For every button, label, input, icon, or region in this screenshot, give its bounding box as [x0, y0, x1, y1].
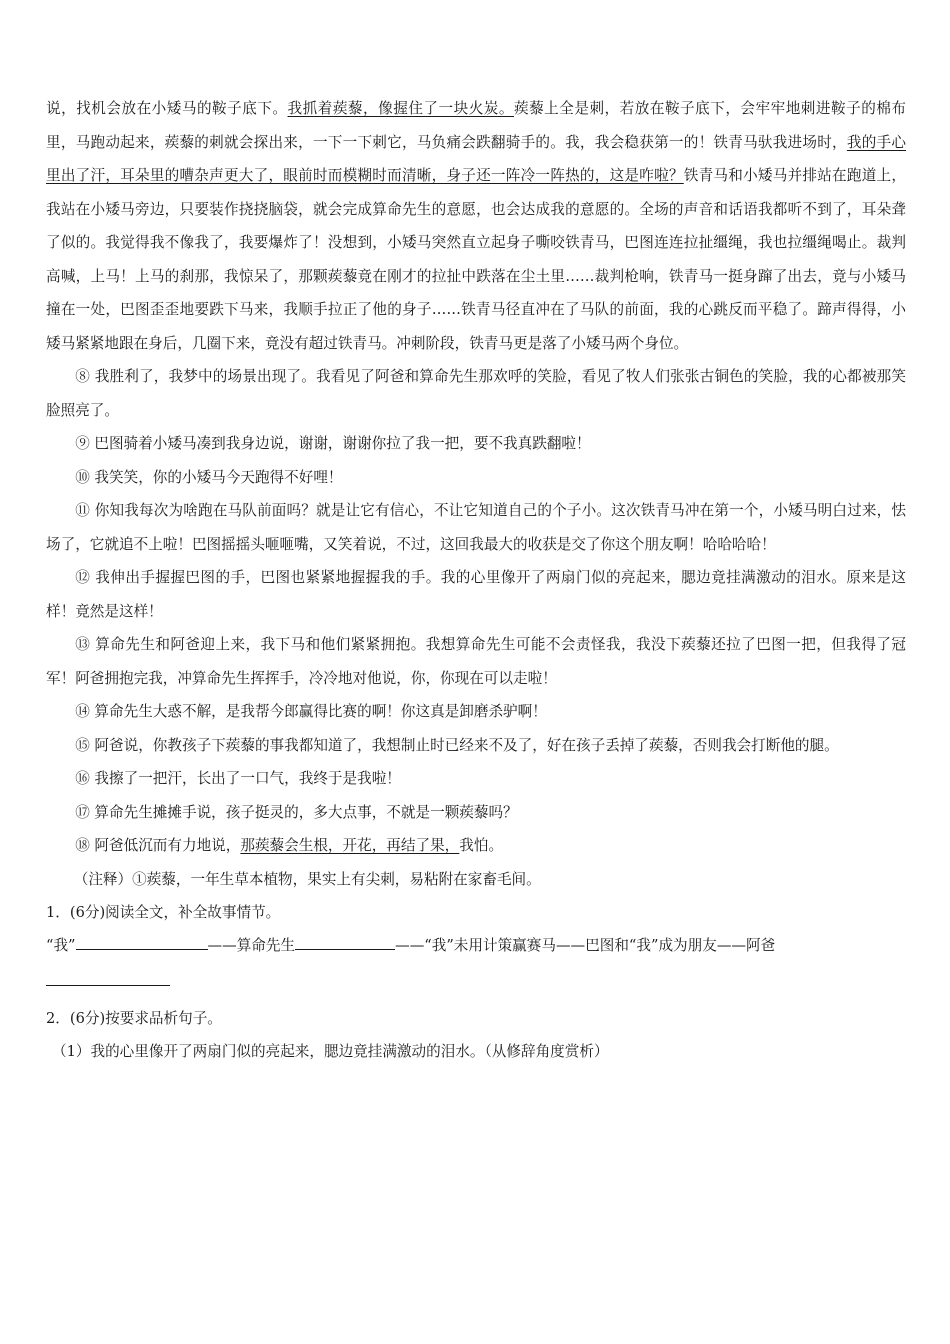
- paragraph-11: ⑪ 你知我每次为啥跑在马队前面吗？就是让它有信心，不让它知道自己的个子小。这次铁青马冲在第一个，小矮马明白过来，怯场了，它就追不上啦！巴图摇摇头咂咂嘴，又笑着说，不过，这回我最大的收获是交了你这个朋友啊！哈哈哈哈！: [46, 502, 906, 553]
- paragraph-12: ⑫ 我伸出手握握巴图的手，巴图也紧紧地握握我的手。我的心里像开了两扇门似的亮起来，腮边竟挂满激动的泪水。原来是这样！竟然是这样！: [46, 569, 906, 620]
- answer-blank-3[interactable]: [46, 970, 170, 986]
- plot-end: ——“我”未用计策赢赛马——巴图和“我”成为朋友——阿爸: [395, 937, 776, 954]
- text-run: 铁青马和小矮马并排站在跑道上，我站在小矮马旁边，只要装作挠挠脑袋，就会完成算命先生的意愿，也会达成我的意愿的。全场的声音和话语我都听不到了，耳朵聋了似的。我觉得我不像我了，我要爆炸了！没想到，小矮马突然直立起身子嘶咬铁青马，巴图连连拉扯缰绳，我也拉缰绳喝止。裁判高喊，上马！上马的刹那，我惊呆了，那颗蒺藜竟在刚才的拉扯中跌落在尘土里……裁判枪响，铁青马一挺身蹿了出去，竟与小矮马撞在一处，巴图歪歪地要跌下马来，我顺手拉正了他的身子……铁青马径直冲在了马队的前面，我的心跳反而平稳了。蹄声得得，小矮马紧紧地跟在身后，几圈下来，竟没有超过铁青马。冲刺阶段，铁青马更是落了小矮马两个身位。: [46, 167, 906, 352]
- paragraph-17: ⑰ 算命先生摊摊手说，孩子挺灵的，多大点事，不就是一颗蒺藜吗？: [75, 803, 518, 821]
- question-1-plot-line: [46, 929, 906, 962]
- answer-blank-2[interactable]: [295, 934, 395, 950]
- question-1-title: 1．(6分)阅读全文，补全故事情节。: [46, 904, 281, 921]
- plot-middle: ——算命先生: [207, 937, 296, 954]
- paragraph-18: [46, 829, 906, 863]
- text-run: 蒺藜上全是刺，若放在鞍子底下，会牢牢地刺进鞍子的棉布里，马跑动起来，蒺藜的刺就会探出来，一下一下刺它，马负痛会跌翻骑手的。我，我会稳获第一的！铁青马驮我进场时，: [46, 100, 906, 151]
- question-2-sub-1: （1）我的心里像开了两扇门似的亮起来，腮边竟挂满激动的泪水。（从修辞角度赏析）: [52, 1043, 609, 1060]
- plot-start: “我”: [46, 937, 76, 954]
- paragraph-13: ⑬ 算命先生和阿爸迎上来，我下马和他们紧紧拥抱。我想算命先生可能不会责怪我，我没下蒺藜还拉了巴图一把，但我得了冠军！阿爸拥抱完我，冲算命先生挥挥手，冷冷地对他说，你，你现在可以走啦！: [46, 636, 906, 687]
- paragraph-15: ⑮ 阿爸说，你教孩子下蒺藜的事我都知道了，我想制止时已经来不及了，好在孩子丢掉了蒺藜，否则我会打断他的腿。: [75, 736, 839, 754]
- paragraph-10: ⑩ 我笑笑，你的小矮马今天跑得不好哩！: [75, 468, 343, 486]
- underlined-sentence: 那蒺藜会生根，开花，再结了果，: [240, 837, 460, 854]
- paragraph-14: ⑭ 算命先生大惑不解，是我帮今郎赢得比赛的啊！你这真是卸磨杀驴啊！: [75, 703, 547, 720]
- paragraph-16: ⑯ 我擦了一把汗，长出了一口气，我终于是我啦！: [75, 770, 401, 787]
- text-run: ⑱ 阿爸低沉而有力地说，: [75, 837, 241, 854]
- answer-line-3: [46, 962, 906, 1002]
- paragraph-9: ⑨ 巴图骑着小矮马凑到我身边说，谢谢，谢谢你拉了我一把，要不我真跌翻啦！: [75, 435, 591, 452]
- footnote: （注释）①蒺藜，一年生草本植物，果实上有尖刺，易粘附在家畜毛间。: [73, 870, 541, 888]
- exam-page: [46, 92, 906, 1068]
- underlined-sentence: 我抓着蒺藜，像握住了一块火炭。: [287, 100, 514, 117]
- text-run: 说，找机会放在小矮马的鞍子底下。: [46, 100, 288, 117]
- question-2-title: 2．(6分)按要求品析句子。: [46, 1010, 222, 1027]
- paragraph-8: ⑧ 我胜利了，我梦中的场景出现了。我看见了阿爸和算命先生那欢呼的笑脸，看见了牧人们张张古铜色的笑脸，我的心都被那笑脸照亮了。: [46, 368, 906, 419]
- text-run: 我怕。: [459, 837, 504, 854]
- underlined-sentence: 我的手心里出了汗，耳朵里的嘈杂声更大了，眼前时而模糊时而清晰，身子还一阵冷一阵热的，这是咋啦？: [46, 133, 906, 184]
- paragraph-7: [46, 92, 906, 360]
- answer-blank-1[interactable]: [76, 934, 208, 950]
